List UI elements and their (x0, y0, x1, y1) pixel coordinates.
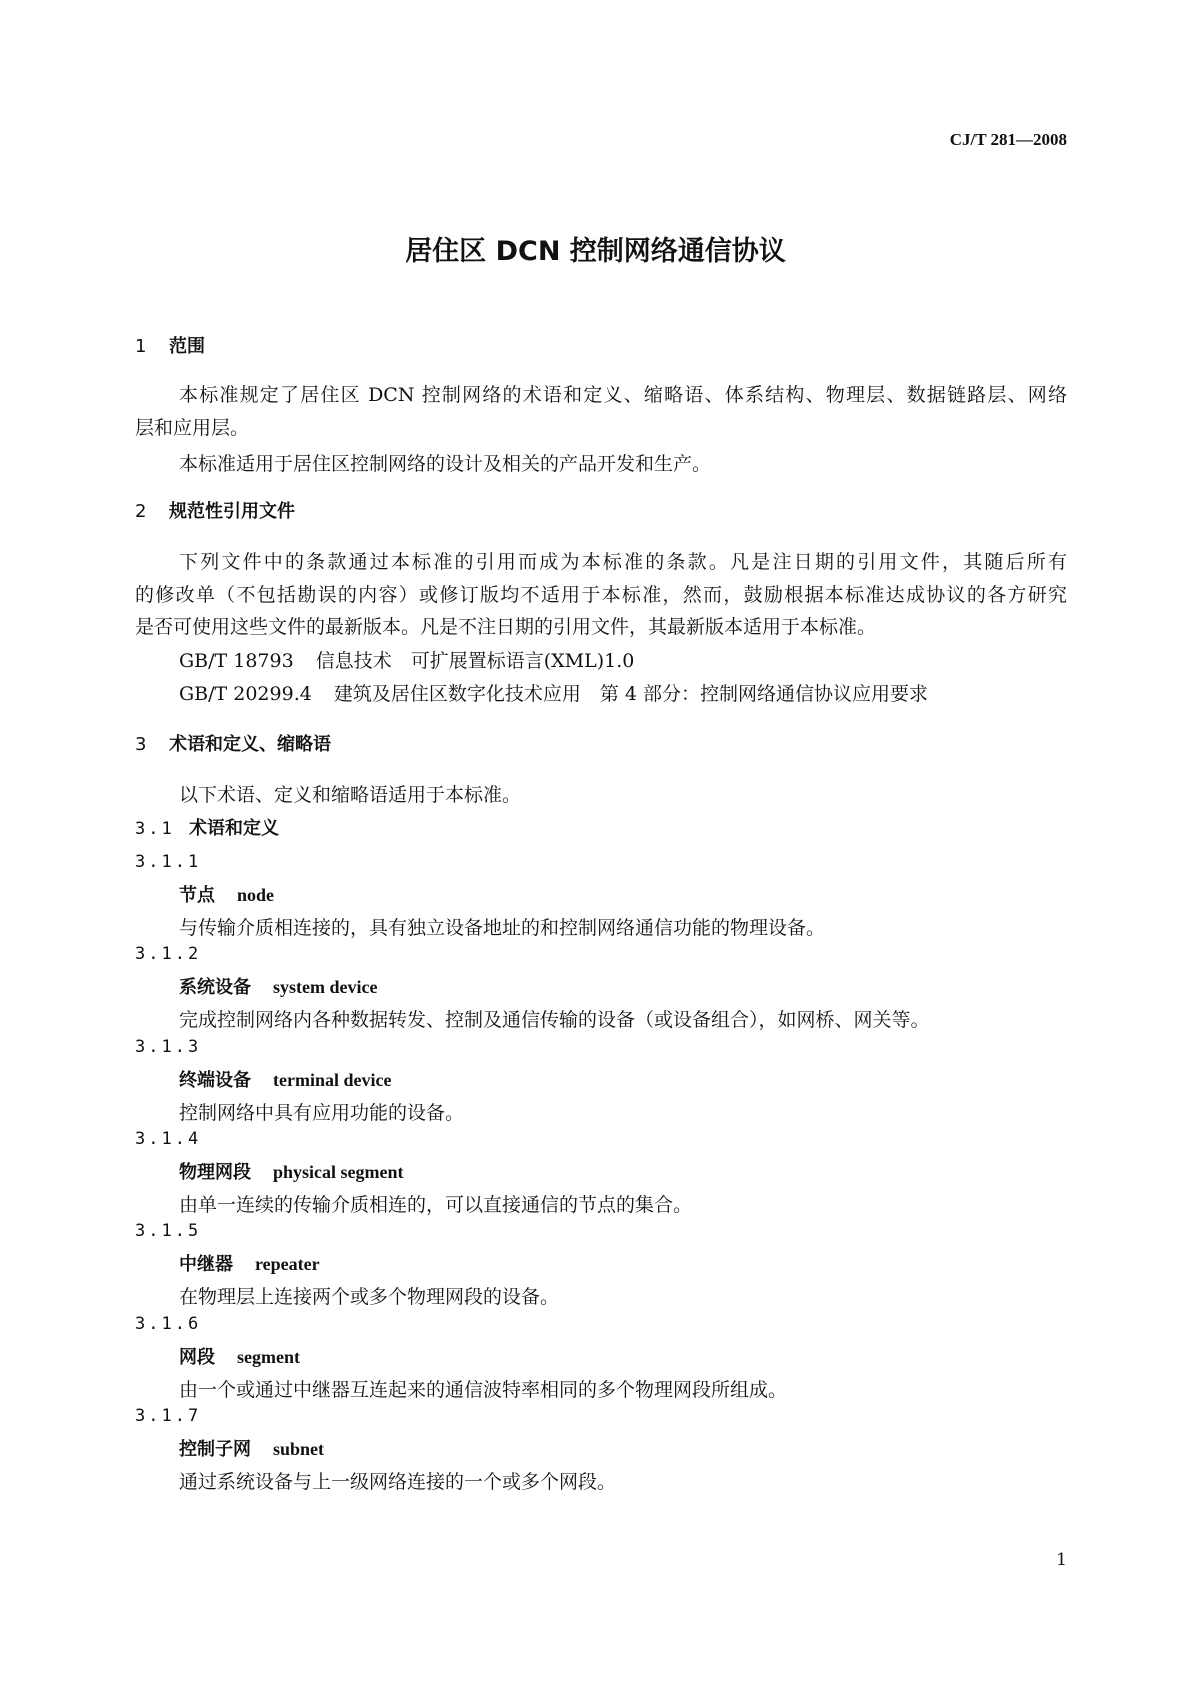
paragraph: 本标准适用于居住区控制网络的设计及相关的产品开发和生产。 (179, 453, 712, 475)
section-number: 3 (135, 734, 147, 755)
term-english: subnet (273, 1438, 325, 1459)
section-title: 规范性引用文件 (169, 501, 295, 522)
term-chinese: 控制子网 (179, 1438, 251, 1460)
term-chinese: 系统设备 (179, 977, 251, 999)
term-english: node (237, 885, 275, 905)
term-entry (179, 1160, 404, 1185)
document-title: 居住区 DCN 控制网络通信协议 (405, 236, 786, 267)
section-number: 2 (135, 501, 147, 522)
term-english: terminal device (273, 1069, 392, 1090)
reference-code: GB/T 18793 (179, 650, 294, 672)
term-definition: 由单一连续的传输介质相连的，可以直接通信的节点的集合。 (179, 1193, 693, 1216)
section-title: 术语和定义、缩略语 (169, 734, 331, 755)
term-number: 3.1.1 (135, 852, 202, 872)
term-chinese: 终端设备 (179, 1069, 251, 1091)
term-entry (179, 1345, 300, 1370)
reference-name: 信息技术 可扩展置标语言(XML)1.0 (315, 650, 635, 672)
paragraph: 以下术语、定义和缩略语适用于本标准。 (179, 784, 522, 806)
term-number: 3.1.5 (135, 1221, 202, 1242)
term-chinese: 物理网段 (179, 1161, 251, 1183)
section-number: 1 (135, 336, 147, 357)
term-english: system device (273, 977, 378, 998)
normative-reference (179, 682, 950, 706)
term-chinese: 网段 (179, 1346, 215, 1368)
term-chinese: 中继器 (179, 1254, 233, 1276)
term-entry (179, 883, 274, 908)
term-definition: 控制网络中具有应用功能的设备。 (179, 1101, 465, 1124)
subsection-heading (135, 817, 279, 841)
term-definition: 由一个或通过中继器互连起来的通信波特率相同的多个物理网段所组成。 (179, 1378, 788, 1401)
section-title: 范围 (169, 336, 205, 357)
paragraph-line: 下列文件中的条款通过本标准的引用而成为本标准的条款。凡是注日期的引用文件，其随后所有 (179, 551, 1067, 573)
section-2-heading (135, 500, 295, 524)
term-english: physical segment (273, 1161, 404, 1182)
term-number: 3.1.3 (135, 1036, 202, 1057)
reference-code: GB/T 20299.4 (179, 683, 312, 705)
standard-number: CJ/T 281—2008 (949, 130, 1067, 149)
term-number: 3.1.7 (135, 1405, 202, 1426)
term-entry (179, 1252, 320, 1277)
term-entry (179, 1068, 391, 1093)
page-number: 1 (1056, 1550, 1067, 1570)
term-definition: 与传输介质相连接的，具有独立设备地址的和控制网络通信功能的物理设备。 (179, 917, 826, 939)
term-number: 3.1.6 (135, 1313, 202, 1334)
section-3-heading (135, 733, 331, 757)
paragraph-line: 是否可使用这些文件的最新版本。凡是不注日期的引用文件，其最新版本适用于本标准。 (135, 616, 877, 638)
normative-reference (179, 649, 656, 673)
term-entry (179, 1437, 324, 1462)
paragraph-line: 的修改单（不包括勘误的内容）或修订版均不适用于本标准，然而，鼓励根据本标准达成协议的各方研究 (135, 584, 1067, 606)
term-chinese: 节点 (179, 885, 215, 906)
term-definition: 完成控制网络内各种数据转发、控制及通信传输的设备（或设备组合），如网桥、网关等。 (179, 1009, 930, 1032)
paragraph-line: 层和应用层。 (135, 417, 250, 439)
term-definition: 通过系统设备与上一级网络连接的一个或多个网段。 (179, 1470, 617, 1493)
section-1-heading (135, 335, 205, 359)
subsection-number: 3.1 (135, 819, 175, 839)
reference-name: 建筑及居住区数字化技术应用 第 4 部分：控制网络通信协议应用要求 (333, 683, 928, 705)
term-english: repeater (255, 1254, 320, 1275)
term-definition: 在物理层上连接两个或多个物理网段的设备。 (179, 1286, 560, 1309)
term-entry (179, 975, 377, 1000)
subsection-title: 术语和定义 (189, 818, 279, 839)
term-number: 3.1.4 (135, 1128, 202, 1149)
term-english: segment (237, 1346, 300, 1367)
paragraph-line: 本标准规定了居住区 DCN 控制网络的术语和定义、缩略语、体系结构、物理层、数据链路层、网络 (179, 384, 1067, 406)
term-number: 3.1.2 (135, 944, 202, 965)
